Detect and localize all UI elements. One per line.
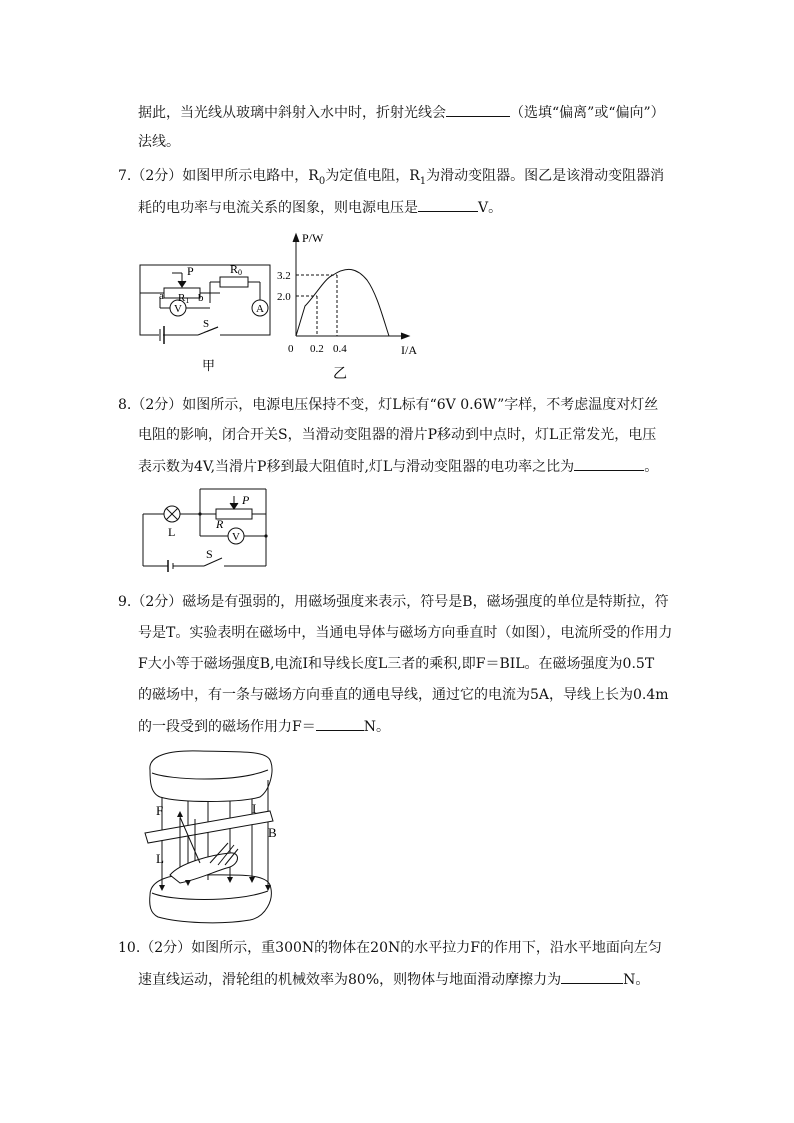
voltmeter-label: V: [174, 303, 182, 315]
question-score: （2分）: [131, 397, 183, 413]
switch-label: S: [203, 318, 210, 330]
lamp-label: L: [168, 525, 176, 539]
label-r1: R1: [178, 292, 190, 305]
label-r: R: [216, 517, 224, 531]
magnetic-force-diagram: [140, 745, 285, 925]
q10-line1: 10.（2分）如图所示，重300N的物体在20N的水平拉力F的作用下，沿水平地面向左匀: [118, 940, 662, 956]
resistor-r0: [220, 277, 248, 287]
ammeter-label: A: [256, 303, 264, 315]
q9-line4: 的磁场中，有一条与磁场方向垂直的通电导线，通过它的电流为5A，导线上长为0.4m: [138, 687, 669, 703]
power-current-graph: [275, 228, 435, 383]
power-curve: [296, 269, 389, 336]
q9-line3: F大小等于磁场强度B,电流I和导线长度L三者的乘积,即F＝BIL。在磁场强度为0.5T: [138, 656, 655, 672]
q9-line2: 号是T。实验表明在磁场中，当通电导体与磁场方向垂直时（如图），电流所受的作用力: [138, 625, 673, 641]
label-p: P: [187, 264, 194, 278]
q10-line2: 速直线运动，滑轮组的机械效率为80%，则物体与地面滑动摩擦力为 N。: [138, 969, 649, 990]
label-b: b: [198, 292, 204, 304]
label-i: I: [252, 801, 257, 816]
question-number: 8.: [118, 397, 132, 413]
answer-blank[interactable]: [418, 197, 478, 212]
label-p: P: [242, 493, 250, 507]
circuit-diagram-jia: [130, 255, 280, 380]
q7-line2: 耗的电功率与电流关系的图象，则电源电压是 V。: [138, 197, 502, 218]
answer-blank[interactable]: [574, 456, 644, 471]
q8-line3: 表示数为4V,当滑片P移到最大阻值时,灯L与滑动变阻器的电功率之比为 。: [138, 456, 658, 477]
label-l: L: [156, 851, 164, 866]
figure-caption-jia: 甲: [202, 358, 216, 373]
q9-line1: 9.（2分）磁场是有强弱的，用磁场强度来表示，符号是B，磁场强度的单位是特斯拉，符: [118, 594, 669, 610]
q9-line5: 的一段受到的磁场作用力F＝ N。: [138, 716, 390, 737]
x-tick: 0.4: [333, 343, 347, 355]
voltmeter-label: V: [232, 531, 240, 543]
q8-line2: 电阻的影响，闭合开关S，当滑动变阻器的滑片P移动到中点时，灯L正常发光，电压: [138, 427, 657, 443]
magnet-top: [150, 751, 272, 802]
q8-line1: 8.（2分）如图所示，电源电压保持不变，灯L标有“6V 0.6W”字样，不考虑温度对灯丝: [118, 397, 659, 413]
q6-line2: 法线。: [138, 134, 180, 150]
question-score: （2分）: [131, 168, 183, 184]
switch-label: S: [206, 547, 213, 561]
y-tick: 3.2: [277, 270, 291, 282]
x-axis-label: I/A: [401, 343, 417, 357]
question-number: 10.: [118, 940, 141, 956]
label-b: B: [268, 825, 277, 840]
q6-line1: 据此，当光线从玻璃中斜射入水中时，折射光线会 （选填“偏离”或“偏向”）: [138, 102, 665, 123]
answer-blank[interactable]: [561, 969, 623, 984]
question-number: 9.: [118, 594, 132, 610]
answer-blank[interactable]: [446, 102, 510, 117]
question-score: （2分）: [140, 940, 192, 956]
answer-blank[interactable]: [316, 716, 364, 731]
y-axis-label: P/W: [302, 231, 324, 245]
label-a: a: [159, 290, 164, 302]
label-f: F: [156, 803, 164, 818]
figure-caption-yi: 乙: [333, 367, 347, 382]
question-number: 7.: [118, 168, 132, 184]
x-tick: 0.2: [310, 343, 324, 355]
magnet-bottom: [150, 875, 272, 923]
question-score: （2分）: [131, 594, 183, 610]
x-tick: 0: [288, 343, 294, 355]
label-r0: R0: [230, 262, 243, 277]
q7-line1: 7.（2分）如图甲所示电路中，$R_0$为定值电阻，$R_1$为滑动变阻器。图乙是该滑动变阻器消: [118, 168, 665, 187]
y-tick: 2.0: [277, 291, 291, 303]
circuit-diagram-q8: [138, 484, 278, 579]
